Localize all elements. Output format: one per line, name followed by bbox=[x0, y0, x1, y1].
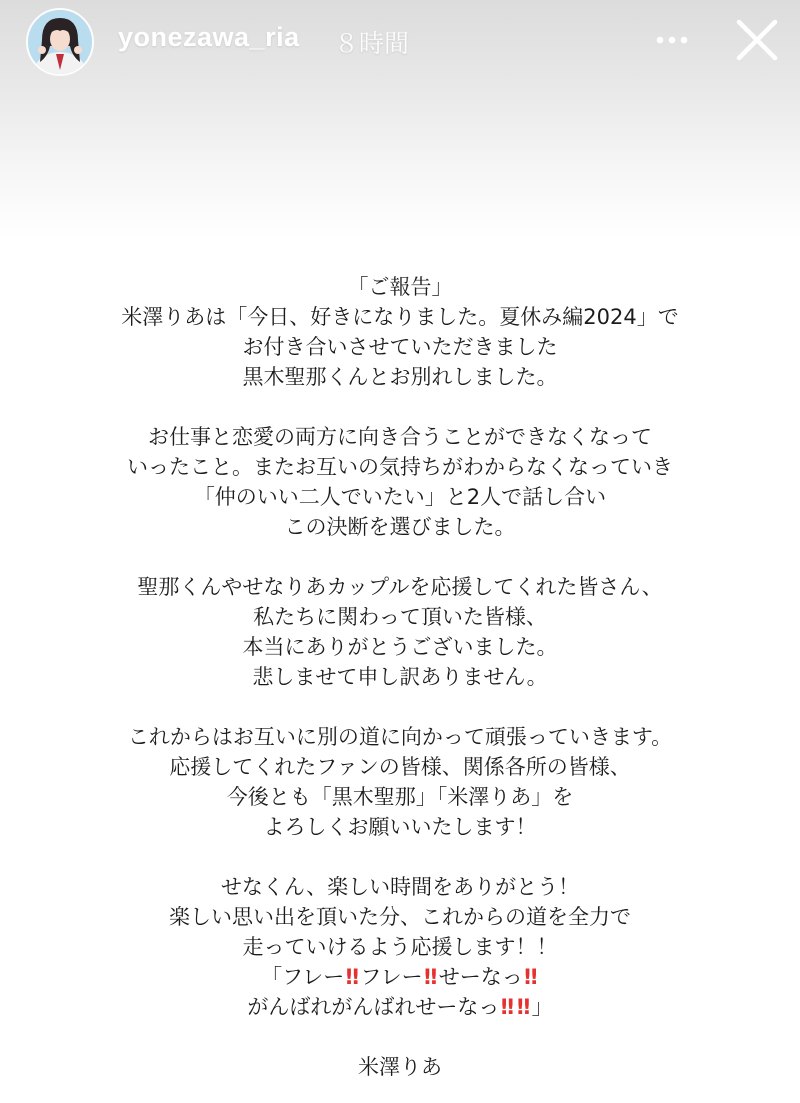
more-options-icon[interactable] bbox=[652, 28, 692, 52]
cheer-text: フレー bbox=[360, 965, 423, 989]
text-line: お付き合いさせていただきました bbox=[242, 335, 558, 359]
text-line: 今後とも「黒木聖那」「米澤りあ」を bbox=[226, 785, 574, 809]
paragraph-spacer bbox=[60, 842, 740, 872]
cheer-text: 「フレー bbox=[261, 965, 345, 989]
text-line: 黒木聖那くんとお別れしました。 bbox=[242, 365, 558, 389]
announcement-title: 「ご報告」 bbox=[347, 275, 453, 299]
text-line: 楽しい思い出を頂いた分、これからの道を全力で bbox=[169, 905, 631, 929]
story-header bbox=[0, 0, 800, 84]
close-icon[interactable] bbox=[734, 17, 780, 63]
cheer-line-2 bbox=[60, 992, 740, 1022]
text-line: 米澤りあは「今日、好きになりました。夏休み編2024」で bbox=[121, 305, 679, 329]
double-exclamation-emoji: !! bbox=[522, 965, 536, 989]
avatar-image bbox=[28, 10, 92, 74]
text-line: お仕事と恋愛の両方に向き合うことができなくなって bbox=[148, 425, 652, 449]
cheer-text: せーなっ bbox=[438, 965, 523, 989]
username[interactable]: yonezawa_ria bbox=[118, 22, 300, 52]
text-line: 走っていけるよう応援します！！ bbox=[242, 935, 558, 959]
profile-avatar[interactable] bbox=[26, 8, 94, 76]
paragraph-spacer bbox=[60, 542, 740, 572]
signature: 米澤りあ bbox=[358, 1055, 442, 1079]
text-line: 本当にありがとうございました。 bbox=[242, 635, 558, 659]
cheer-line-1 bbox=[60, 962, 740, 992]
text-line: いったこと。またお互いの気持ちがわからなくなっていき bbox=[127, 455, 673, 479]
double-exclamation-emoji: !! bbox=[515, 995, 529, 1019]
paragraph-spacer bbox=[60, 692, 740, 722]
double-exclamation-emoji: !! bbox=[422, 965, 436, 989]
text-line: これからはお互いに別の道に向かって頑張っていきます。 bbox=[127, 725, 673, 749]
text-line: 聖那くんやせなりあカップルを応援してくれた皆さん、 bbox=[137, 575, 663, 599]
post-time: ８時間 bbox=[334, 29, 410, 58]
cheer-text: 」 bbox=[531, 995, 553, 1019]
text-line: 応援してくれたファンの皆様、関係各所の皆様、 bbox=[169, 755, 631, 779]
text-line: 私たちに関わって頂いた皆様、 bbox=[253, 605, 547, 629]
text-line: せなくん、楽しい時間をありがとう！ bbox=[220, 875, 580, 899]
announcement-text bbox=[60, 272, 740, 1082]
text-line: この決断を選びました。 bbox=[284, 515, 516, 539]
paragraph-spacer bbox=[60, 392, 740, 422]
text-line: よろしくお願いいたします！ bbox=[263, 815, 537, 839]
text-line: 「仲のいい二人でいたい」と2人で話し合い bbox=[193, 485, 607, 509]
double-exclamation-emoji: !! bbox=[499, 995, 513, 1019]
double-exclamation-emoji: !! bbox=[344, 965, 358, 989]
text-line: 悲しませて申し訳ありません。 bbox=[252, 665, 548, 689]
cheer-text: がんばれがんばれせーなっ bbox=[247, 995, 500, 1019]
